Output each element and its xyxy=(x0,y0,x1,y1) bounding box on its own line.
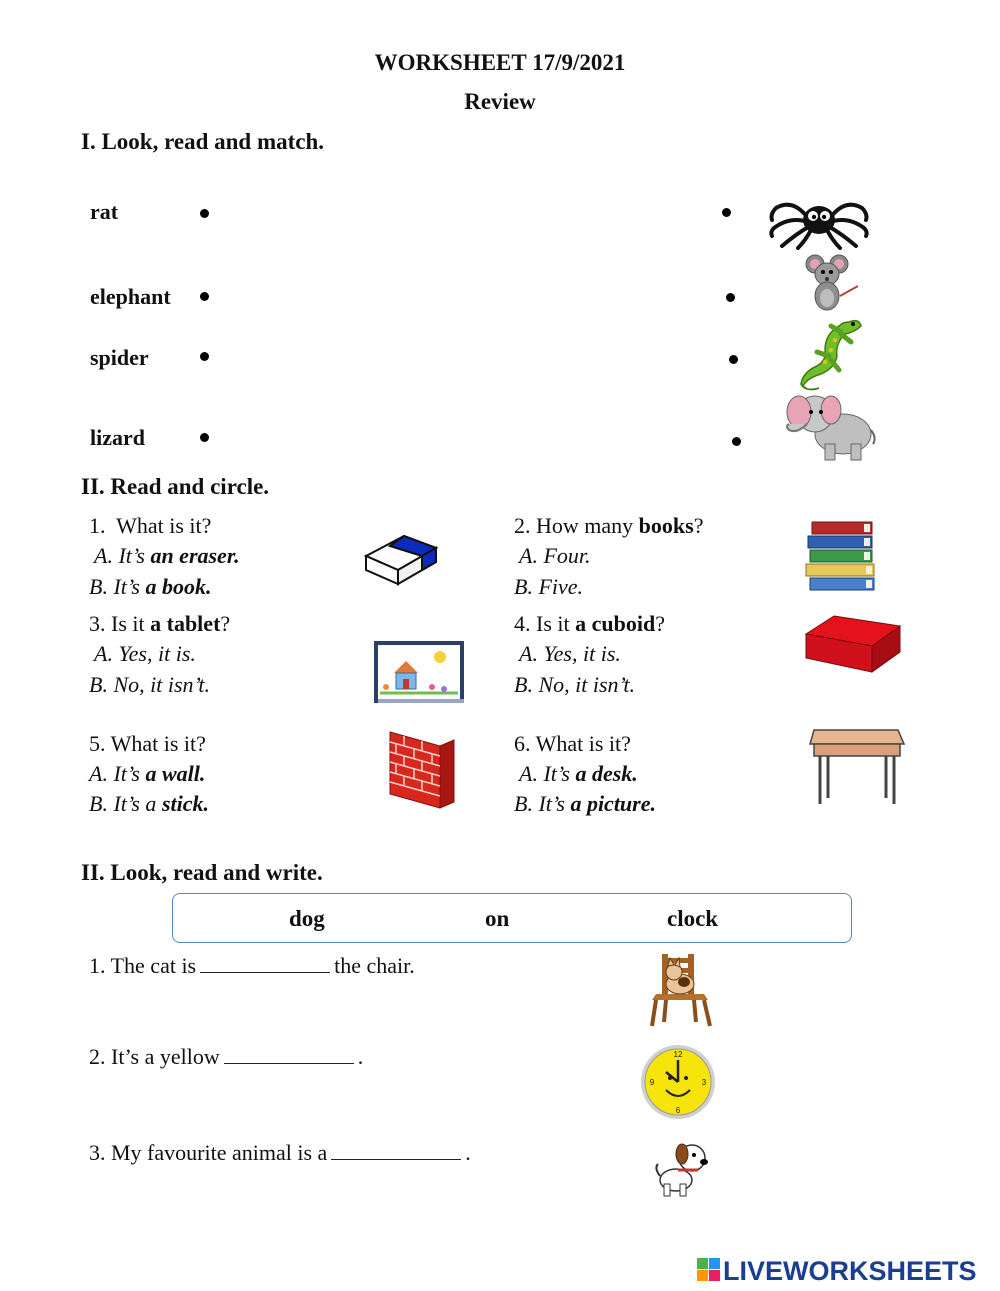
q3-option-b[interactable]: B. No, it isn’t. xyxy=(89,672,211,697)
match-dot-right-4[interactable] xyxy=(732,437,741,446)
match-dot-left-1[interactable] xyxy=(200,209,209,218)
question-1: 1. What is it? xyxy=(89,513,212,538)
question-3: 3. Is it a tablet? xyxy=(89,611,231,636)
word-bank-dog[interactable]: dog xyxy=(289,906,325,931)
liveworksheets-logo-icon xyxy=(697,1258,721,1282)
elephant-icon xyxy=(785,390,877,464)
word-bank-clock[interactable]: clock xyxy=(667,906,719,931)
question-2: 2. How many books? xyxy=(514,513,704,538)
question-6: 6. What is it? xyxy=(514,731,631,756)
sentence-3: 3. My favourite animal is a . xyxy=(89,1140,471,1165)
q6-option-b[interactable]: B. It’s a picture. xyxy=(514,791,656,816)
section2-heading: II. Read and circle. xyxy=(81,474,270,499)
liveworksheets-brand: LIVEWORKSHEETS xyxy=(723,1256,977,1286)
match-dot-left-4[interactable] xyxy=(200,433,209,442)
rat-icon xyxy=(804,252,862,312)
section3-heading: II. Look, read and write. xyxy=(81,860,323,885)
lizard-icon xyxy=(795,312,865,394)
q4-option-a[interactable]: A. Yes, it is. xyxy=(519,641,621,666)
svg-text:6: 6 xyxy=(675,1106,681,1115)
cuboid-icon xyxy=(804,612,902,676)
eraser-icon xyxy=(362,526,440,588)
cat-on-chair-icon xyxy=(648,950,714,1028)
q1-option-a[interactable]: A. It’s an eraser. xyxy=(94,543,240,568)
match-dot-left-3[interactable] xyxy=(200,352,209,361)
match-word-lizard: lizard xyxy=(90,425,145,450)
question-5: 5. What is it? xyxy=(89,731,206,756)
q2-option-a[interactable]: A. Four. xyxy=(519,543,591,568)
match-dot-right-1[interactable] xyxy=(722,208,731,217)
worksheet-title: WORKSHEET 17/9/2021 xyxy=(374,50,626,75)
q5-option-b[interactable]: B. It’s a stick. xyxy=(89,791,209,816)
word-bank xyxy=(172,893,852,943)
dog-icon xyxy=(654,1138,712,1198)
match-word-elephant: elephant xyxy=(90,284,171,309)
word-bank-on[interactable]: on xyxy=(485,906,510,931)
match-dot-right-3[interactable] xyxy=(729,355,738,364)
spider-icon xyxy=(768,190,870,250)
q6-option-a[interactable]: A. It’s a desk. xyxy=(519,761,638,786)
q4-option-b[interactable]: B. No, it isn’t. xyxy=(514,672,636,697)
clock-icon xyxy=(638,1042,718,1122)
q3-option-a[interactable]: A. Yes, it is. xyxy=(94,641,196,666)
match-word-rat: rat xyxy=(90,199,119,224)
section1-heading: I. Look, read and match. xyxy=(81,129,325,154)
worksheet-subtitle: Review xyxy=(464,89,536,114)
match-dot-left-2[interactable] xyxy=(200,292,209,301)
svg-text:3: 3 xyxy=(701,1078,707,1087)
question-4: 4. Is it a cuboid? xyxy=(514,611,665,636)
blank-input-2[interactable] xyxy=(224,1045,354,1064)
q2-option-b[interactable]: B. Five. xyxy=(514,574,584,599)
brick-wall-icon xyxy=(386,728,458,810)
svg-text:9: 9 xyxy=(649,1078,655,1087)
q5-option-a[interactable]: A. It’s a wall. xyxy=(89,761,206,786)
sentence-1: 1. The cat is the chair. xyxy=(89,953,415,978)
desk-icon xyxy=(808,726,906,808)
books-icon xyxy=(804,518,880,592)
match-word-spider: spider xyxy=(90,345,149,370)
svg-text:12: 12 xyxy=(673,1050,683,1059)
blank-input-3[interactable] xyxy=(331,1141,461,1160)
q1-option-b[interactable]: B. It’s a book. xyxy=(89,574,212,599)
match-dot-right-2[interactable] xyxy=(726,293,735,302)
sentence-2: 2. It’s a yellow . xyxy=(89,1044,364,1069)
picture-frame-icon xyxy=(372,639,466,705)
blank-input-1[interactable] xyxy=(200,954,330,973)
